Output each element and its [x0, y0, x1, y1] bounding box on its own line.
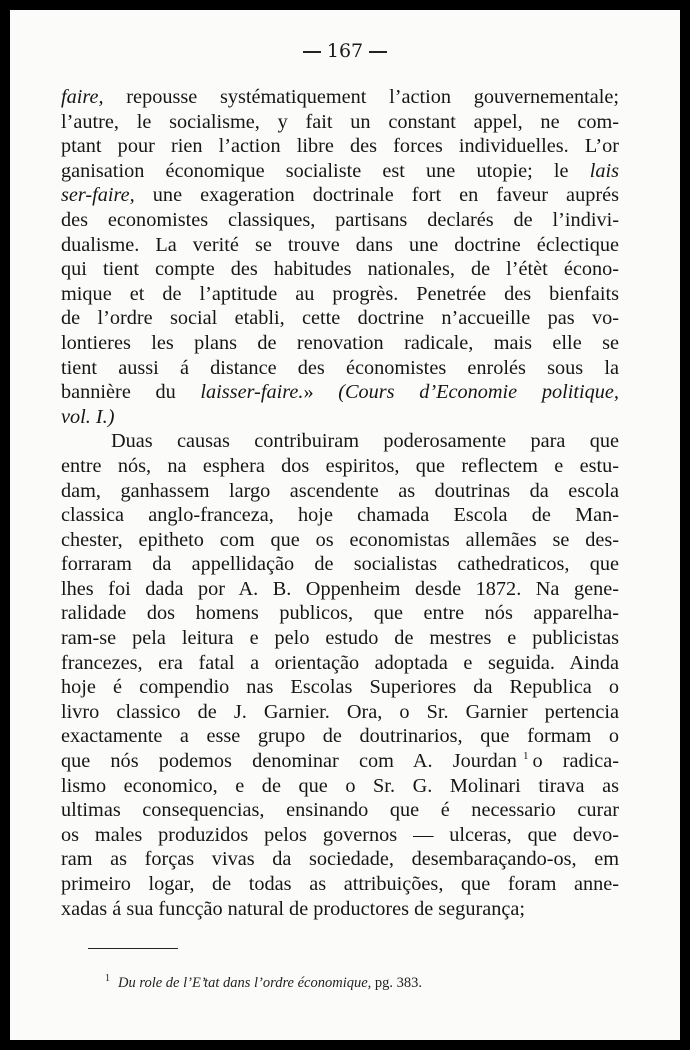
text-segment: ram-se pela leitura e pelo estudo de mestres e publicistas: [61, 627, 619, 650]
text-segment: chester, epitheto com que os economistas allemães se des-: [61, 528, 619, 551]
text-line: [61, 749, 619, 774]
text-line: [61, 601, 619, 626]
text-segment: dam, ganhassem largo ascendente as doutrinas da escola: [61, 479, 619, 502]
text-line: [61, 233, 619, 258]
text-segment: francezes, era fatal a orientação adoptada e seguida. Ainda: [61, 651, 619, 674]
text-line: [61, 675, 619, 700]
text-line: [61, 847, 619, 872]
text-segment: entre nós, na esphera dos espiritos, que reflectem e estu-: [61, 454, 619, 477]
text-line: [61, 159, 619, 184]
text-line: [61, 798, 619, 823]
text-line: [61, 503, 619, 528]
text-segment: ptant pour rien l’action libre des forces individuelles. L’or: [61, 135, 619, 158]
body-text: [61, 85, 619, 921]
footnote-reference: 1: [522, 750, 529, 763]
footnote: [105, 973, 625, 992]
text-line: [61, 454, 619, 479]
footnote-title: Du role de l’E’tat dans l’ordre économique,: [118, 974, 372, 991]
footnote-mark: 1: [105, 973, 110, 984]
header-dash-left: [303, 51, 321, 53]
text-segment: ultimas consequencias, ensinando que é necessario curar: [61, 799, 619, 822]
italic-segment: laisser-faire.: [200, 381, 304, 404]
text-segment: lhes foi dada por A. B. Oppenheim desde 1872. Na gene-: [61, 577, 619, 600]
book-page: [10, 10, 680, 1040]
text-segment: »: [303, 381, 339, 404]
text-segment: exactamente a esse grupo de doutrinarios, que formam o: [61, 725, 619, 748]
italic-segment: (Cours d’Economie politique,: [338, 381, 619, 404]
footnote-rule: [88, 948, 178, 949]
text-segment: xadas á sua funcção natural de productores de segurança;: [61, 897, 526, 920]
page-number-header: [10, 40, 680, 62]
text-line: [61, 85, 619, 110]
text-segment: classica anglo-franceza, hoje chamada Escola de Man-: [61, 504, 619, 527]
text-segment: hoje é compendio nas Escolas Superiores da Republica o: [61, 676, 619, 699]
page-number: 167: [326, 40, 364, 62]
text-segment: dualisme. La verité se trouve dans une doctrine éclectique: [61, 233, 619, 256]
text-line: [61, 479, 619, 504]
text-line: [61, 331, 619, 356]
text-segment: ralidade dos homens publicos, que entre nós apparelha-: [61, 602, 619, 625]
text-segment: ganisation économique socialiste est une utopie; le: [61, 159, 590, 182]
italic-segment: vol. I.): [61, 405, 115, 428]
text-line: [61, 724, 619, 749]
text-line: [61, 208, 619, 233]
text-line: [61, 282, 619, 307]
text-line: [61, 405, 619, 430]
text-segment: livro classico de J. Garnier. Ora, o Sr. Garnier pertencia: [61, 700, 619, 723]
text-line: [61, 134, 619, 159]
text-segment: repousse systématiquement l’action gouvernementale;: [103, 86, 619, 108]
text-line: [61, 429, 619, 454]
text-line: [61, 257, 619, 282]
text-line: [61, 700, 619, 725]
italic-segment: ser-faire,: [61, 184, 135, 207]
text-line: [61, 552, 619, 577]
text-line: [61, 183, 619, 208]
text-segment: une exageration doctrinale fort en faveur auprés: [134, 184, 619, 207]
text-line: [61, 897, 619, 922]
text-line: [61, 774, 619, 799]
text-line: [61, 651, 619, 676]
footnote-page-ref: pg. 383.: [371, 974, 423, 991]
text-segment: lontieres les plans de renovation radicale, mais elle se: [61, 331, 619, 354]
text-segment: Duas causas contribuiram poderosamente para que: [111, 430, 619, 453]
italic-segment: lais: [589, 159, 619, 182]
text-segment: o radica-: [532, 750, 619, 773]
text-line: [61, 872, 619, 897]
text-segment: qui tient compte des habitudes nationales, de l’étèt écono-: [61, 258, 619, 281]
text-segment: ram as forças vivas da sociedade, desembaraçando-os, em: [61, 848, 619, 871]
text-line: [61, 356, 619, 381]
text-line: [61, 110, 619, 135]
text-line: [61, 823, 619, 848]
text-segment: bannière du: [61, 381, 201, 404]
text-segment: forraram da appellidação de socialistas cathedraticos, que: [61, 553, 619, 576]
text-segment: l’autre, le socialisme, y fait un constant appel, ne com-: [61, 110, 619, 133]
text-segment: primeiro logar, de todas as attribuições, que foram anne-: [61, 873, 619, 895]
text-segment: lismo economico, e de que o Sr. G. Molinari tirava as: [61, 774, 619, 797]
text-line: [61, 577, 619, 602]
text-segment: os males produzidos pelos governos — ulceras, que devo-: [61, 823, 619, 846]
text-segment: de l’ordre social etabli, cette doctrine n’accueille pas vo-: [61, 307, 619, 330]
text-line: [61, 306, 619, 331]
text-segment: que nós podemos denominar com A. Jourdan: [61, 750, 517, 773]
text-segment: tient aussi á distance des économistes enrolés sous la: [61, 356, 619, 379]
text-line: [61, 626, 619, 651]
text-line: [61, 528, 619, 553]
text-line: [61, 380, 619, 405]
header-dash-right: [369, 51, 387, 53]
italic-segment: faire,: [61, 86, 104, 108]
text-segment: des economistes classiques, partisans declarés de l’indivi-: [61, 208, 619, 231]
text-segment: mique et de l’aptitude au progrès. Penetrée des bienfaits: [61, 282, 619, 305]
